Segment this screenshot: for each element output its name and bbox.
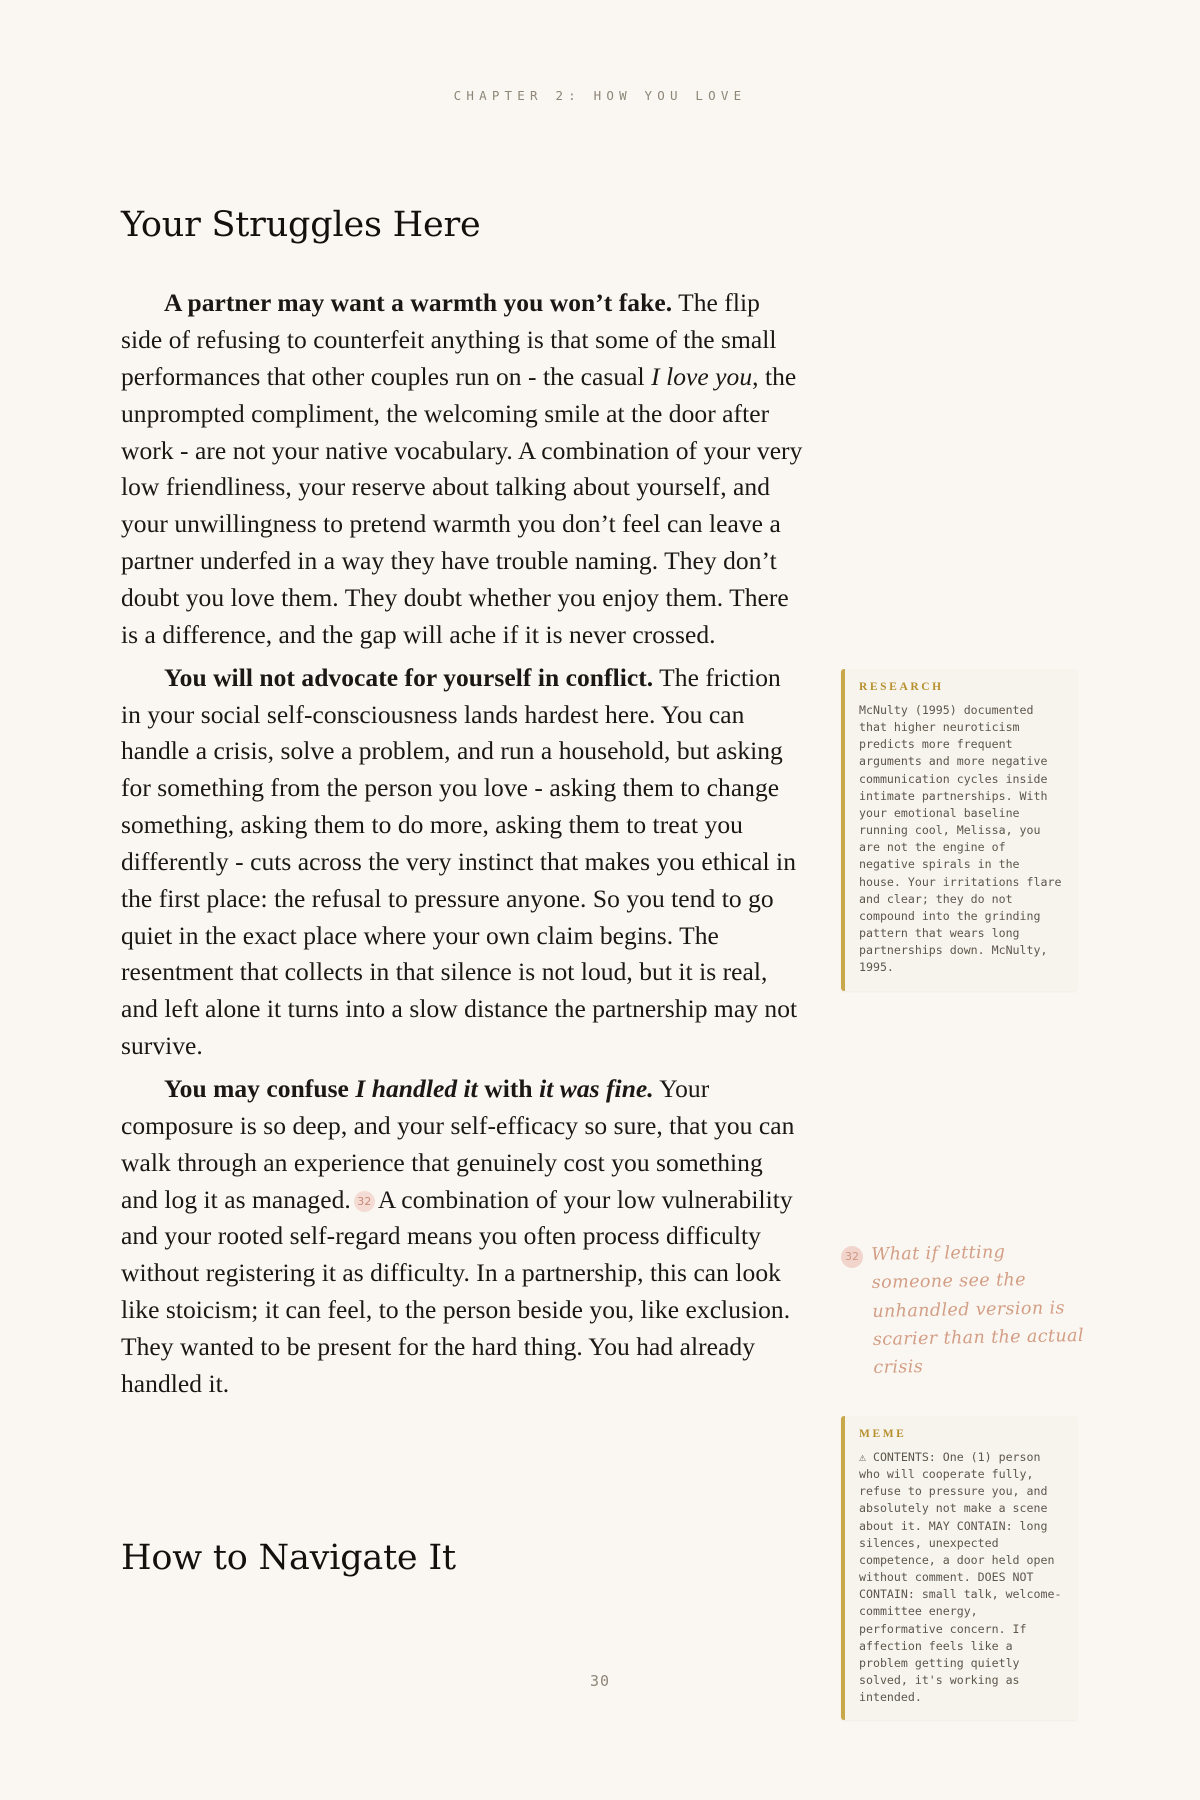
paragraph-text: Your composure is so deep, and your self-efficacy so sure, that you can walk through an experience that genuinely cost you something and log it as managed. xyxy=(121,1073,795,1214)
margin-note-label: MEME xyxy=(859,1428,907,1440)
margin-note-body: ⚠ CONTENTS: One (1) person who will cooperate fully, refuse to pressure you, and absolutely not make a scene about it. MAY CONTAIN: long silences, unexpected competence, a door held open without comment. DOES NOT CONTAIN: small talk, welcome-committee energy, performative concern. If affection feels like a problem getting quietly solved, it's working as intended. xyxy=(859,1450,1062,1705)
emphasis-i-handled-it: I handled it xyxy=(355,1073,478,1103)
paragraph-lead-in: A partner may want a warmth you won’t fake. xyxy=(164,288,673,318)
margin-note-label: RESEARCH xyxy=(859,681,944,693)
page-number: 30 xyxy=(589,1672,611,1690)
running-head: CHAPTER 2: HOW YOU LOVE xyxy=(453,88,747,103)
paragraph-text: The friction in your social self-consciousness lands hardest here. You can handle a crisis, solve a problem, and run a household, but asking for something from the person you love - asking them to change something, asking them to do more, asking them to treat you differently - cuts across the very instinct that makes you ethical in the first place: the refusal to pressure anyone. So you tend to go quiet in the exact place where your own claim begins. The resentment that collects in that silence is not loud, but it is real, and left alone it turns into a slow distance the partnership may not survive. xyxy=(121,662,798,1061)
emphasis-it-was-fine: it was fine. xyxy=(539,1073,654,1103)
paragraph-handled-it xyxy=(121,1071,806,1403)
paragraph-partner-warmth xyxy=(121,285,806,653)
section-heading-navigate: How to Navigate It xyxy=(121,1538,456,1578)
paragraph-lead-in: with xyxy=(477,1073,540,1103)
paragraph-lead-in: You may confuse xyxy=(164,1073,356,1103)
main-text-column xyxy=(121,205,806,1409)
handwritten-note-text: What if letting someone see the unhandled version is scarier than the actual crisis xyxy=(871,1242,1085,1379)
handwritten-note-badge: 32 xyxy=(841,1246,863,1268)
handwritten-margin-note xyxy=(841,1241,1091,1383)
paragraph-text: The flip side of refusing to counterfeit anything is that some of the small performances that other couples run on - the casual xyxy=(121,288,777,391)
section-heading-struggles: Your Struggles Here xyxy=(121,205,481,245)
margin-note-research xyxy=(841,669,1077,991)
footnote-marker-32[interactable]: 32 xyxy=(354,1191,375,1212)
margin-note-body: McNulty (1995) documented that higher neuroticism predicts more frequent arguments and more negative communication cycles inside intimate partnerships. With your emotional baseline running cool, Melissa, you are not the engine of negative spirals in the house. Your irritations flare and clear; they do not compound into the grinding pattern that wears long partnerships down. McNulty, 1995. xyxy=(859,703,1069,975)
lower-heading-wrap xyxy=(121,1538,806,1578)
emphasis-i-love-you: I love you xyxy=(651,361,753,391)
paragraph-advocate-conflict xyxy=(121,660,806,1065)
paragraph-text: A combination of your low vulnerability and your rooted self-regard means you often process difficulty without registering it as difficulty. In a partnership, this can look like stoicism; it can feel, to the person beside you, like exclusion. They wanted to be present for the hard thing. You had already handled it. xyxy=(121,1184,793,1398)
paragraph-text: , the unprompted compliment, the welcoming smile at the door after work - are not your native vocabulary. A combination of your very low friendliness, your reserve about talking about yourself, and your unwillingness to pretend warmth you don’t feel can leave a partner underfed in a way they have trouble naming. They don’t doubt you love them. They doubt whether you enjoy them. There is a difference, and the gap will ache if it is never crossed. xyxy=(121,361,803,649)
paragraph-lead-in: You will not advocate for yourself in conflict. xyxy=(164,662,654,692)
